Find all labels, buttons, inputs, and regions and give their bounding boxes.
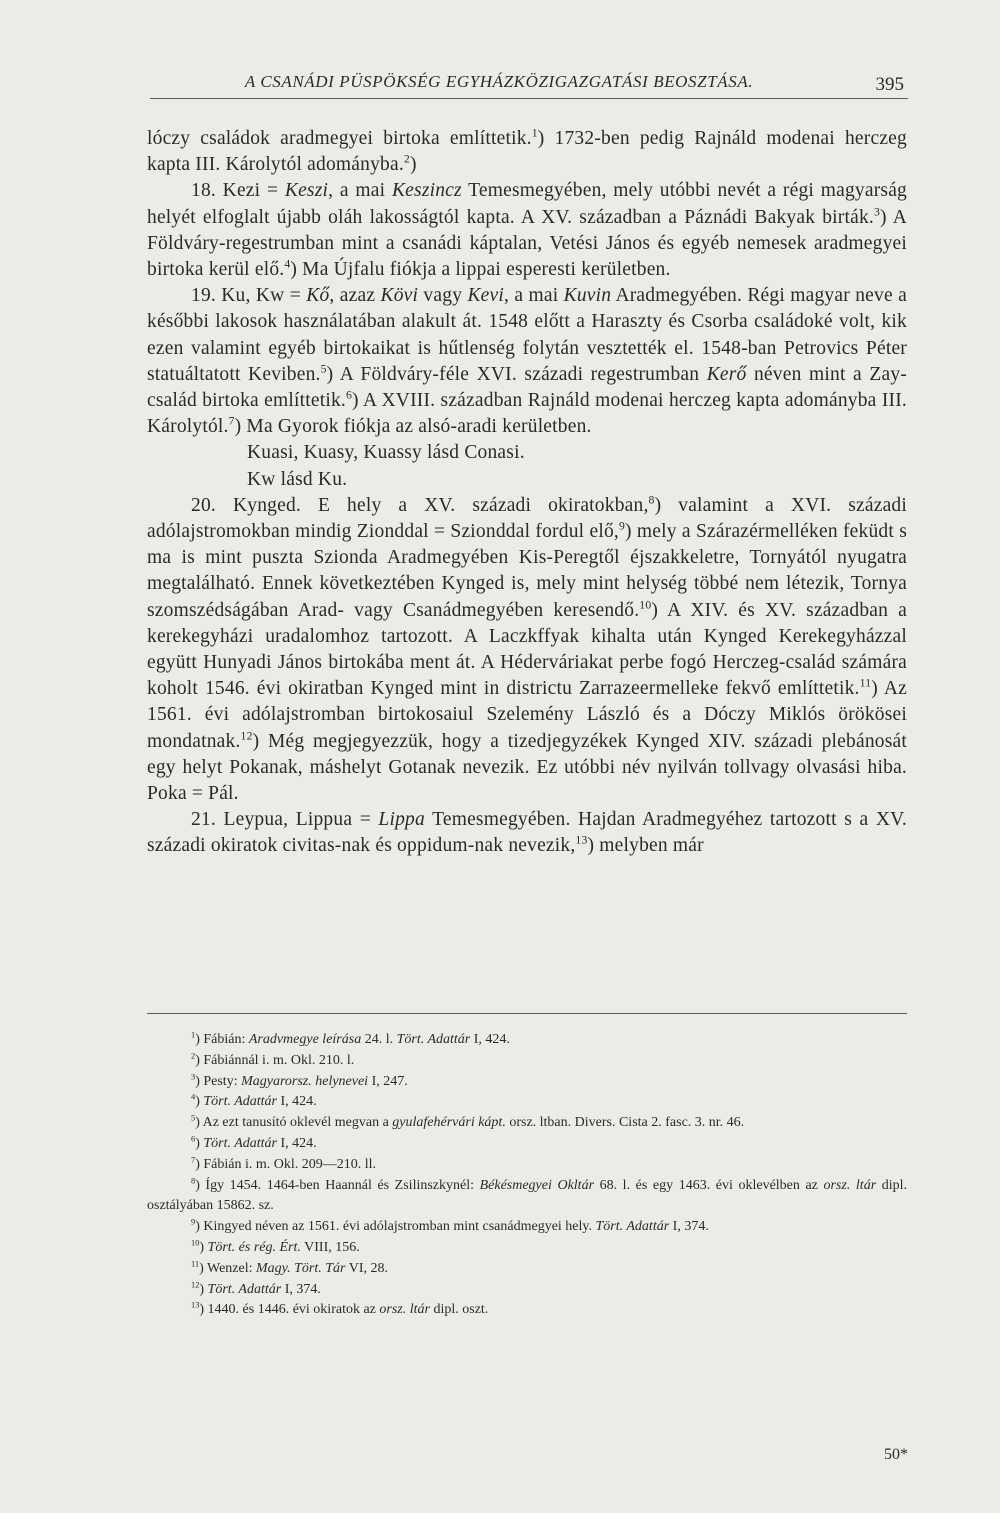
note-ref: 6 [346, 388, 353, 402]
text: 19. Ku, Kw = [191, 285, 307, 307]
text: ) A Földváry-regestrumban mint a csanádi káptalan, Vetési János és egyéb nemesek aradmegyei birtoka kerül elő. [147, 206, 907, 281]
text: ) [409, 154, 417, 176]
cross-reference: Kuasi, Kuasy, Kuassy lásd Conasi. [247, 442, 525, 464]
text: I, 424. [277, 1135, 317, 1151]
text: ) 1732-ben pedig Rajnáld modenai herczeg kapta III. Károlytól adományba. [147, 128, 907, 176]
note-ref: 11 [859, 676, 872, 690]
footnote [147, 1176, 907, 1218]
entry-19-ku [147, 283, 907, 440]
text: ) A XVIII. században Rajnáld modenai herczeg kapta adományba III. Károlytól. [147, 390, 908, 438]
text: Temesmegyében, mely utóbbi nevét a régi magyarság helyét elfoglalt újabb oláh lakosságtól kapta. A XV. században a Páznádi Bakyak birták. [147, 180, 908, 228]
main-text [147, 126, 907, 860]
entry-20-kynged [147, 493, 907, 807]
text: I, 247. [368, 1073, 408, 1089]
footnote [147, 1280, 907, 1301]
text: ) Még megjegyezzük, hogy a tizedjegyzékek Kynged XIV. századi plebánosát egy helyt Pokanak, máshelyt Gotanak nevezik. Ez utóbbi név nyilván tollvagy olvasási hiba. Poka = Pál. [147, 730, 907, 805]
footnote [147, 1155, 907, 1176]
source-title: Békésmegyei Okltár [479, 1177, 595, 1193]
text: néven mint a Zay-család birtoka említtetik. [147, 363, 907, 412]
note-ref: 5 [320, 362, 327, 376]
source-title: Tört. Adattár [396, 1032, 471, 1047]
note-number: 10 [191, 1238, 200, 1248]
running-head [150, 68, 908, 99]
text: I, 374. [669, 1219, 709, 1235]
italic-name: Kerő [706, 363, 747, 385]
footnote-divider [147, 1013, 907, 1014]
text: I, 424. [277, 1094, 317, 1110]
source-title: orsz. ltár [823, 1177, 877, 1193]
footnote [147, 1051, 907, 1072]
note-ref: 1 [531, 126, 538, 140]
text: ) 1440. és 1446. évi okiratok az [199, 1302, 380, 1318]
text: 20. Kynged. E hely a XV. századi okiratokban, [191, 494, 649, 516]
footnote [147, 1259, 907, 1280]
source-title: Tört. Adattár [203, 1135, 278, 1151]
note-ref: 2 [403, 152, 410, 166]
footnote [147, 1092, 907, 1113]
text: , a mai [328, 180, 392, 202]
text: ) [199, 1239, 208, 1255]
source-title: gyulafehérvári kápt. [392, 1115, 506, 1131]
note-number: 2 [191, 1051, 196, 1061]
note-number: 4 [191, 1092, 196, 1102]
italic-name: Kevi [467, 285, 504, 307]
source-title: orsz. ltár [379, 1302, 430, 1318]
text: ) Fábián i. m. Okl. 209—210. ll. [195, 1156, 377, 1172]
note-number: 6 [191, 1134, 196, 1144]
printer-signature: 50* [884, 1446, 908, 1463]
note-ref: 3 [873, 205, 881, 219]
text: dipl. oszt. [429, 1302, 489, 1318]
entry-18-keszi [147, 178, 907, 283]
text: ) melyben már [587, 835, 704, 857]
italic-name: Kövi [380, 285, 419, 307]
text: ) [199, 1281, 208, 1297]
text: ) Fábiánnál i. m. Okl. 210. l. [195, 1052, 355, 1068]
italic-name: Keszincz [391, 180, 462, 202]
text: ) Fábián: [195, 1032, 249, 1047]
text: orsz. ltban. Divers. Cista 2. fasc. 3. nr. 46. [505, 1115, 745, 1131]
note-number: 5 [191, 1113, 196, 1123]
text: dipl. osztályában 15862. sz. [147, 1177, 908, 1214]
text: ) mely a Szárazérmelléken feküdt s ma is mint puszta Szionda Aradmegyében Kis-Peregtől éjszakkeletre, Tornyától nyugatra megtalálható. Ennek következtében Kynged is, mely mint helység többé nem létezik, Tornya szomszédságában Arad- vagy Csanádmegyében keresendő. [147, 521, 908, 621]
note-number: 8 [191, 1175, 196, 1185]
text: Temesmegyében. Hajdan Aradmegyéhez tartozott s a XV. századi okiratok civitas-nak és oppidum-nak nevezik, [147, 809, 908, 857]
note-ref: 12 [240, 729, 253, 743]
footnote [147, 1217, 907, 1238]
note-number: 7 [191, 1155, 196, 1165]
italic-name: Kuvin [563, 285, 612, 307]
text: ) Kingyed néven az 1561. évi adólajstromban mint csanádmegyei hely. [195, 1219, 596, 1235]
note-ref: 7 [228, 414, 235, 428]
text: 21. Leypua, Lippua = [191, 809, 379, 831]
note-number: 1 [191, 1030, 196, 1040]
source-title: Aradvmegye leírása [248, 1032, 362, 1047]
footnote [147, 1113, 907, 1134]
text: ) A Földváry-féle XVI. századi regestrumban [326, 363, 707, 385]
italic-name: Kő [306, 285, 330, 307]
note-ref: 8 [648, 493, 655, 507]
text: ) valamint a XVI. századi adólajstromokban mindig Zionddal = Szionddal fordul elő, [147, 494, 907, 543]
footnotes [147, 1030, 907, 1321]
note-ref: 13 [575, 833, 588, 847]
source-title: Tört. Adattár [595, 1219, 670, 1235]
text: lóczy családok aradmegyei birtoka említtetik. [147, 128, 532, 149]
running-title: A CSANÁDI PÜSPÖKSÉG EGYHÁZKÖZIGAZGATÁSI BEOSZTÁSA. [244, 72, 754, 91]
page-number: 395 [875, 74, 904, 95]
text: vagy [418, 285, 468, 307]
footnote [147, 1134, 907, 1155]
note-ref: 4 [284, 257, 291, 271]
footnote [147, 1030, 907, 1051]
text: 18. Kezi = [191, 180, 285, 202]
text: ) Wenzel: [199, 1260, 257, 1276]
text: ) Ma Gyorok fiókja az alsó-aradi kerületben. [234, 416, 592, 438]
text: ) Pesty: [195, 1073, 242, 1089]
text: ) [195, 1094, 204, 1110]
source-title: Magy. Tört. Tár [256, 1260, 346, 1276]
entry-21-leypua [147, 807, 907, 859]
text: Aradmegyében. Régi magyar neve a későbbi lakosok használatában alakult át. 1548 előtt a Haraszty és Csorba családoké volt, kik ezen valamint egyéb birtokaikat is hűtlenség folytán vesztették el. 1548-ban Petrovics Péter statuáltatott Keviben. [147, 285, 907, 385]
text: I, 374. [281, 1281, 321, 1297]
note-ref: 9 [618, 519, 626, 533]
text: , azaz [329, 285, 381, 307]
footnote [147, 1238, 907, 1259]
cross-reference: Kw lásd Ku. [247, 468, 348, 490]
text: VI, 28. [345, 1260, 389, 1276]
footnote [147, 1072, 907, 1093]
text: ) Az ezt tanusító oklevél megvan a [195, 1115, 393, 1131]
paragraph-continued [147, 126, 907, 178]
note-number: 3 [191, 1071, 196, 1081]
text: ) Ma Újfalu fiókja a lippai esperesti kerületben. [290, 259, 671, 281]
text: 24. l. [361, 1032, 397, 1047]
text: ) Az 1561. évi adólajstromban birtokosaiul Szelemény László és a Dóczy Miklós örökösei mondatnak. [147, 678, 907, 752]
text: VIII, 156. [300, 1239, 360, 1255]
text: ) A XIV. és XV. században a kerekegyházi uradalomhoz tartozott. A Laczkffyak kihalta után Kynged Kerekegyházzal együtt Hunyadi János birtokába ment át. A Héderváriakat perbe fogó Herczeg-család számára koholt 1546. évi okiratban Kynged mint in districtu Zarrazeermelleke fekvő említtetik. [147, 599, 907, 700]
source-title: Tört. Adattár [207, 1281, 282, 1297]
note-number: 11 [191, 1259, 200, 1269]
text: I, 424. [470, 1032, 510, 1047]
footnote [147, 1300, 907, 1321]
italic-name: Keszi [284, 180, 329, 202]
source-title: Magyarorsz. helynevei [241, 1073, 369, 1089]
note-ref: 10 [639, 598, 652, 612]
text: , a mai [503, 285, 564, 307]
text: 68. l. és egy 1463. évi oklevélben az [594, 1177, 824, 1193]
text: ) [195, 1135, 204, 1151]
source-title: Tört. és rég. Ért. [207, 1239, 301, 1255]
source-title: Tört. Adattár [203, 1094, 278, 1110]
note-number: 12 [191, 1279, 200, 1289]
text: ) Így 1454. 1464-ben Haannál és Zsilinszkynél: [195, 1177, 480, 1193]
note-number: 13 [191, 1300, 200, 1310]
italic-name: Lippa [378, 809, 425, 831]
note-number: 9 [191, 1217, 196, 1227]
